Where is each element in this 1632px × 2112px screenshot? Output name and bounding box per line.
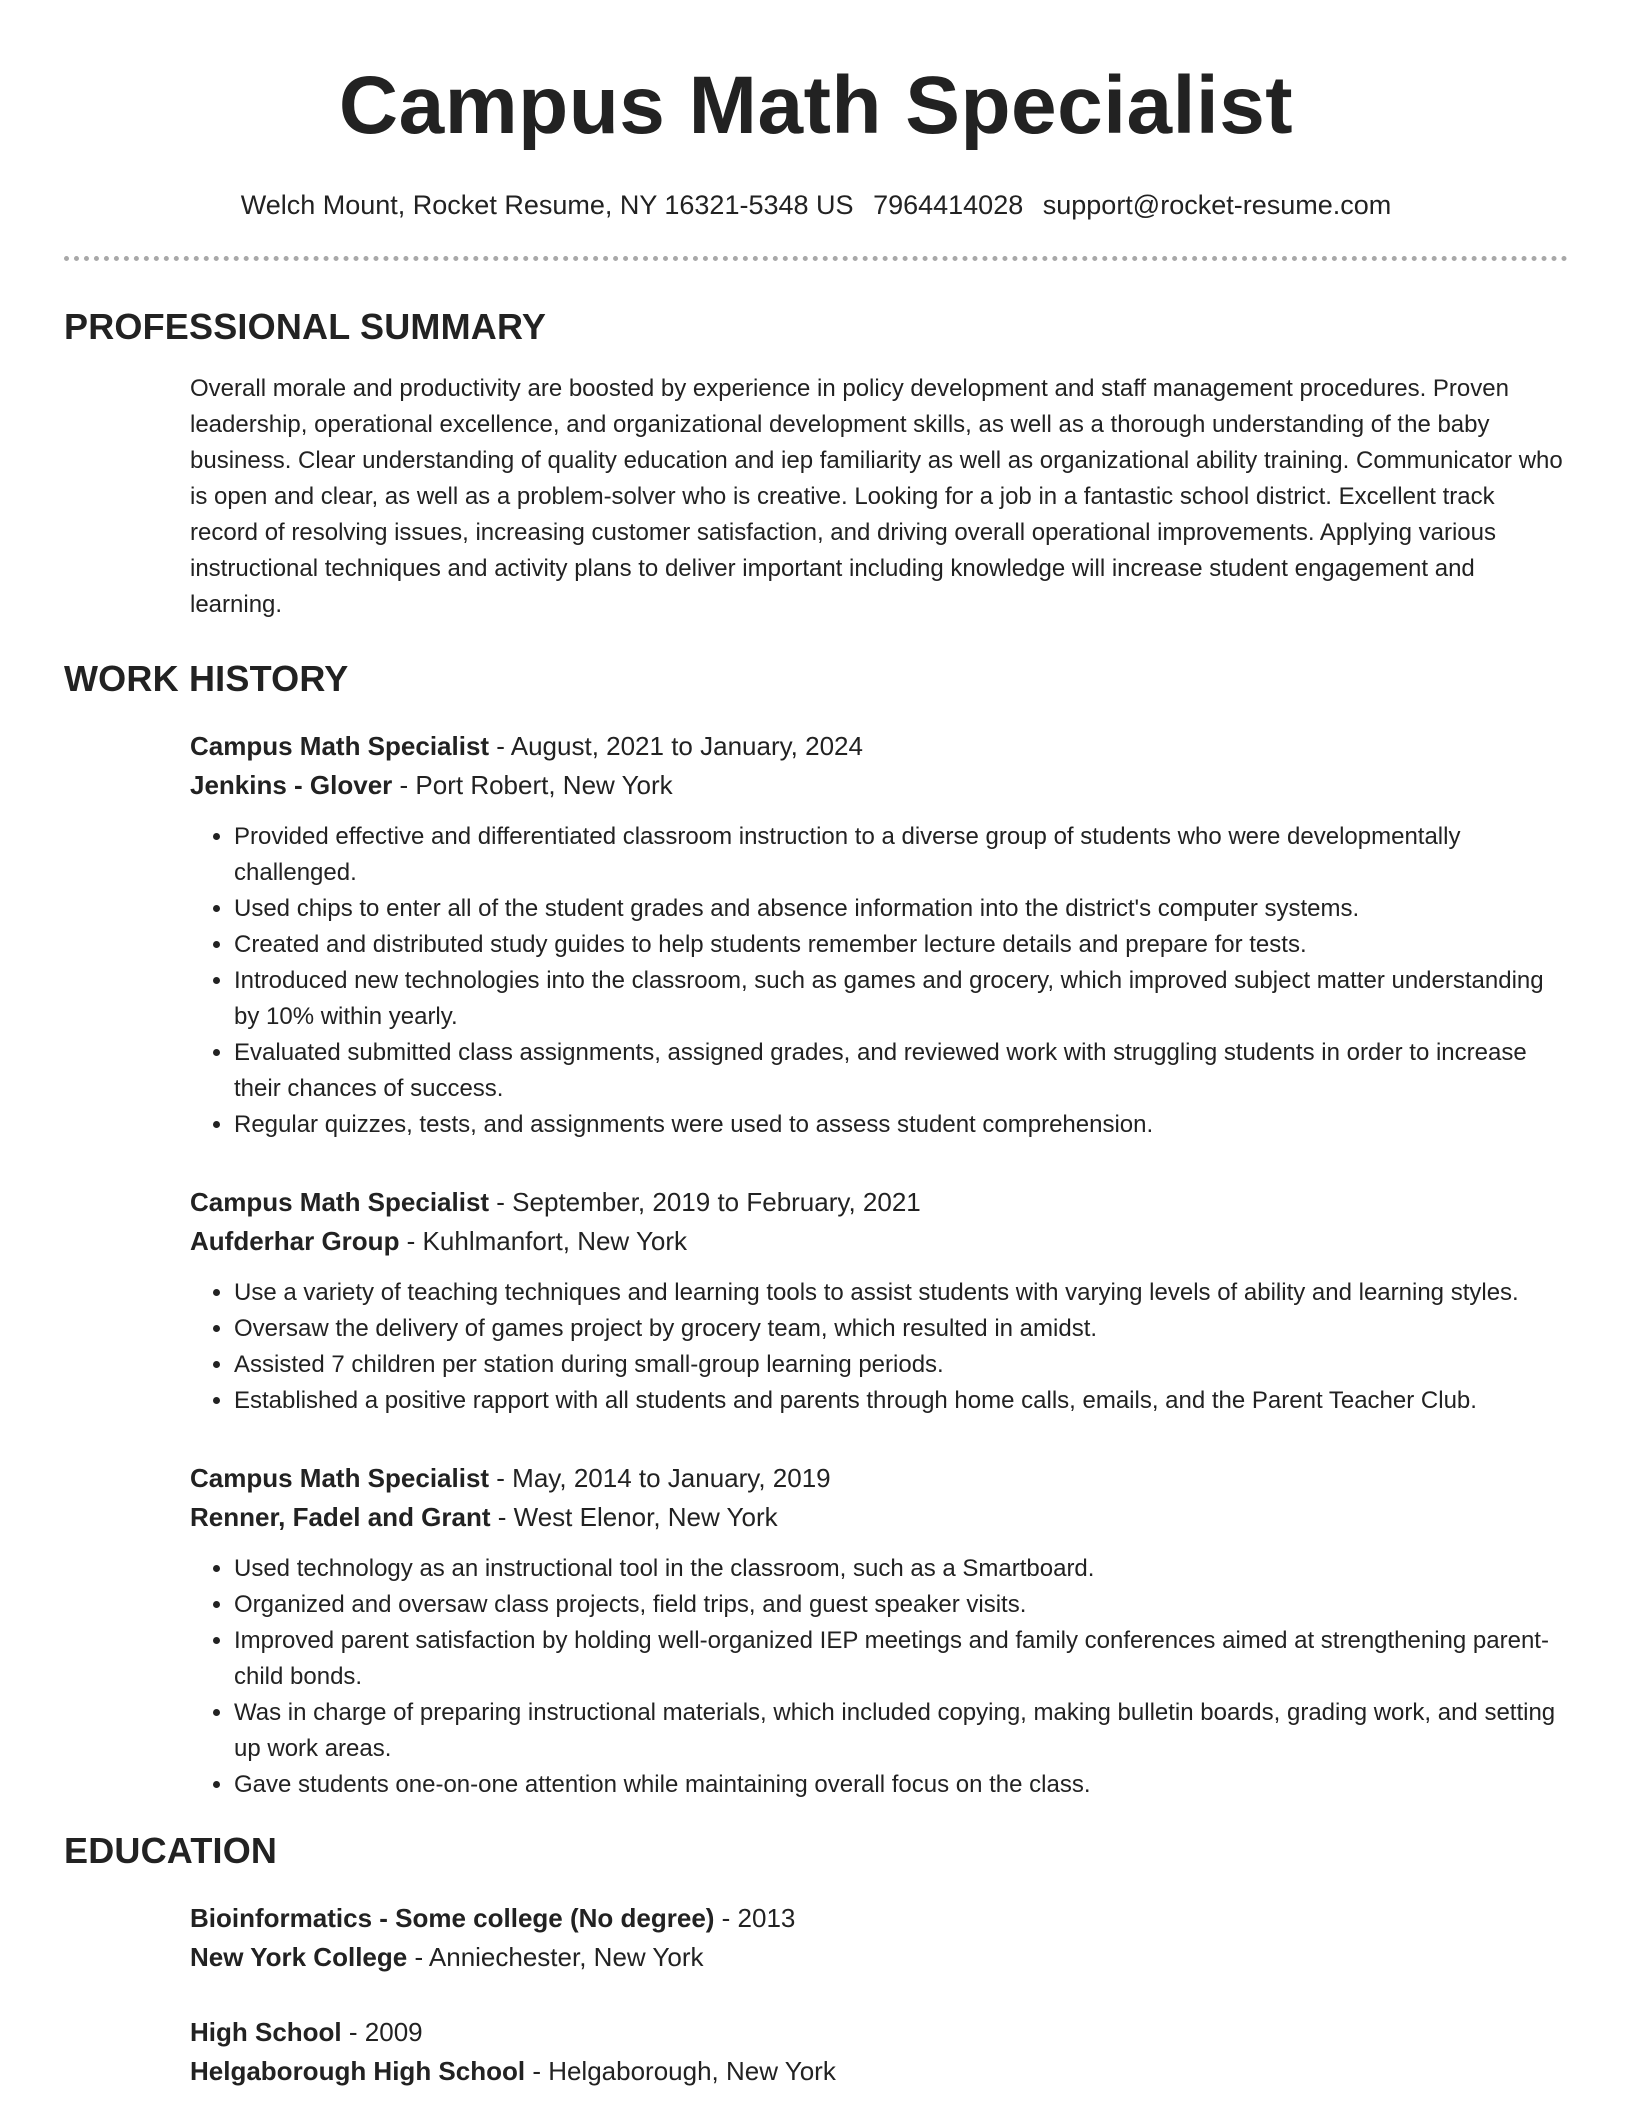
candidate-name: Campus Math Specialist	[338, 60, 1294, 151]
job-title-line	[190, 1459, 1568, 1498]
summary-text: Overall morale and productivity are boosted by experience in policy development and staff management procedures. Proven leadership, operational excellence, and organizational development skills, as well as a thorough understanding of the baby business. Clear understanding of quality education and iep familiarity as well as organizational ability training. Communicator who is open and clear, as well as a problem-solver who is creative. Looking for a job in a fantastic school district. Excellent track record of resolving issues, increasing customer satisfaction, and driving overall operational improvements. Applying various instructional techniques and activity plans to deliver important including knowledge will increase student engagement and learning.	[190, 375, 1563, 618]
section-title-education: EDUCATION	[64, 1830, 278, 1871]
list-item: • Used technology as an instructional tool in the classroom, such as a Smartboard.	[234, 1551, 1568, 1587]
education-school: New York College	[190, 1942, 408, 1972]
education-school: Helgaborough High School	[190, 2056, 526, 2086]
job-entry	[190, 1459, 1568, 1803]
list-item: • Organized and oversaw class projects, field trips, and guest speaker visits.	[234, 1587, 1568, 1623]
job-location: - Kuhlmanfort, New York	[399, 1226, 688, 1256]
job-company-line	[190, 766, 1568, 805]
job-bullets	[190, 819, 1568, 1143]
list-item: • Oversaw the delivery of games project by grocery team, which resulted in amidst.	[234, 1311, 1568, 1347]
list-item: • Created and distributed study guides to help students remember lecture details and prepare for tests.	[234, 927, 1568, 963]
job-entry	[190, 727, 1568, 1143]
contact-line	[64, 188, 1568, 222]
header-divider	[64, 256, 1568, 261]
job-dates: - May, 2014 to January, 2019	[489, 1463, 831, 1493]
list-item: • Use a variety of teaching techniques and learning tools to assist students with varying levels of ability and learning styles.	[234, 1275, 1568, 1311]
professional-summary-section	[64, 305, 1568, 623]
job-dates: - August, 2021 to January, 2024	[489, 731, 863, 761]
job-company-line	[190, 1498, 1568, 1537]
job-entry	[190, 1183, 1568, 1419]
job-company-line	[190, 1222, 1568, 1261]
job-company: Jenkins - Glover	[190, 770, 393, 800]
education-school-line	[190, 1938, 1568, 1977]
list-item: • Evaluated submitted class assignments, assigned grades, and reviewed work with struggling students in order to increase their chances of success.	[234, 1035, 1568, 1107]
education-location: - Helgaborough, New York	[525, 2056, 836, 2086]
job-location: - West Elenor, New York	[490, 1502, 778, 1532]
list-item: • Was in charge of preparing instructional materials, which included copying, making bulletin boards, grading work, and setting up work areas.	[234, 1695, 1568, 1767]
job-dates: - September, 2019 to February, 2021	[489, 1187, 921, 1217]
list-item: • Improved parent satisfaction by holding well-organized IEP meetings and family conferences aimed at strengthening parent-child bonds.	[234, 1623, 1568, 1695]
education-degree-line	[190, 1899, 1568, 1938]
job-location: - Port Robert, New York	[392, 770, 673, 800]
job-role: Campus Math Specialist	[190, 1187, 490, 1217]
education-degree-line	[190, 2013, 1568, 2052]
section-title-work: WORK HISTORY	[64, 658, 349, 699]
list-item: • Used chips to enter all of the student grades and absence information into the district's computer systems.	[234, 891, 1568, 927]
job-bullets	[190, 1275, 1568, 1419]
education-degree: Bioinformatics - Some college (No degree)	[190, 1903, 715, 1933]
education-degree: High School	[190, 2017, 342, 2047]
list-item: • Gave students one-on-one attention while maintaining overall focus on the class.	[234, 1767, 1568, 1803]
job-role: Campus Math Specialist	[190, 731, 490, 761]
job-role: Campus Math Specialist	[190, 1463, 490, 1493]
list-item: • Established a positive rapport with all students and parents through home calls, emails, and the Parent Teacher Club.	[234, 1383, 1568, 1419]
resume-page	[64, 0, 1568, 2091]
resume-header	[64, 0, 1568, 261]
section-title-summary: PROFESSIONAL SUMMARY	[64, 306, 547, 347]
contact-phone: 7964414028	[873, 190, 1024, 220]
education-year: - 2009	[341, 2017, 423, 2047]
education-year: - 2013	[714, 1903, 796, 1933]
education-entry	[190, 1899, 1568, 1977]
education-school-line	[190, 2052, 1568, 2091]
education-entry	[190, 2013, 1568, 2091]
work-history-section	[64, 657, 1568, 1803]
job-company: Renner, Fadel and Grant	[190, 1502, 491, 1532]
list-item: • Assisted 7 children per station during small-group learning periods.	[234, 1347, 1568, 1383]
list-item: • Regular quizzes, tests, and assignments were used to assess student comprehension.	[234, 1107, 1568, 1143]
contact-address: Welch Mount, Rocket Resume, NY 16321-5348 US	[240, 190, 854, 220]
list-item: • Introduced new technologies into the classroom, such as games and grocery, which improved subject matter understanding by 10% within yearly.	[234, 963, 1568, 1035]
job-company: Aufderhar Group	[190, 1226, 400, 1256]
job-bullets	[190, 1551, 1568, 1803]
job-title-line	[190, 1183, 1568, 1222]
job-title-line	[190, 727, 1568, 766]
contact-email: support@rocket-resume.com	[1042, 190, 1392, 220]
list-item: • Provided effective and differentiated classroom instruction to a diverse group of students who were developmentally challenged.	[234, 819, 1568, 891]
education-section	[64, 1829, 1568, 2091]
education-location: - Anniechester, New York	[407, 1942, 704, 1972]
